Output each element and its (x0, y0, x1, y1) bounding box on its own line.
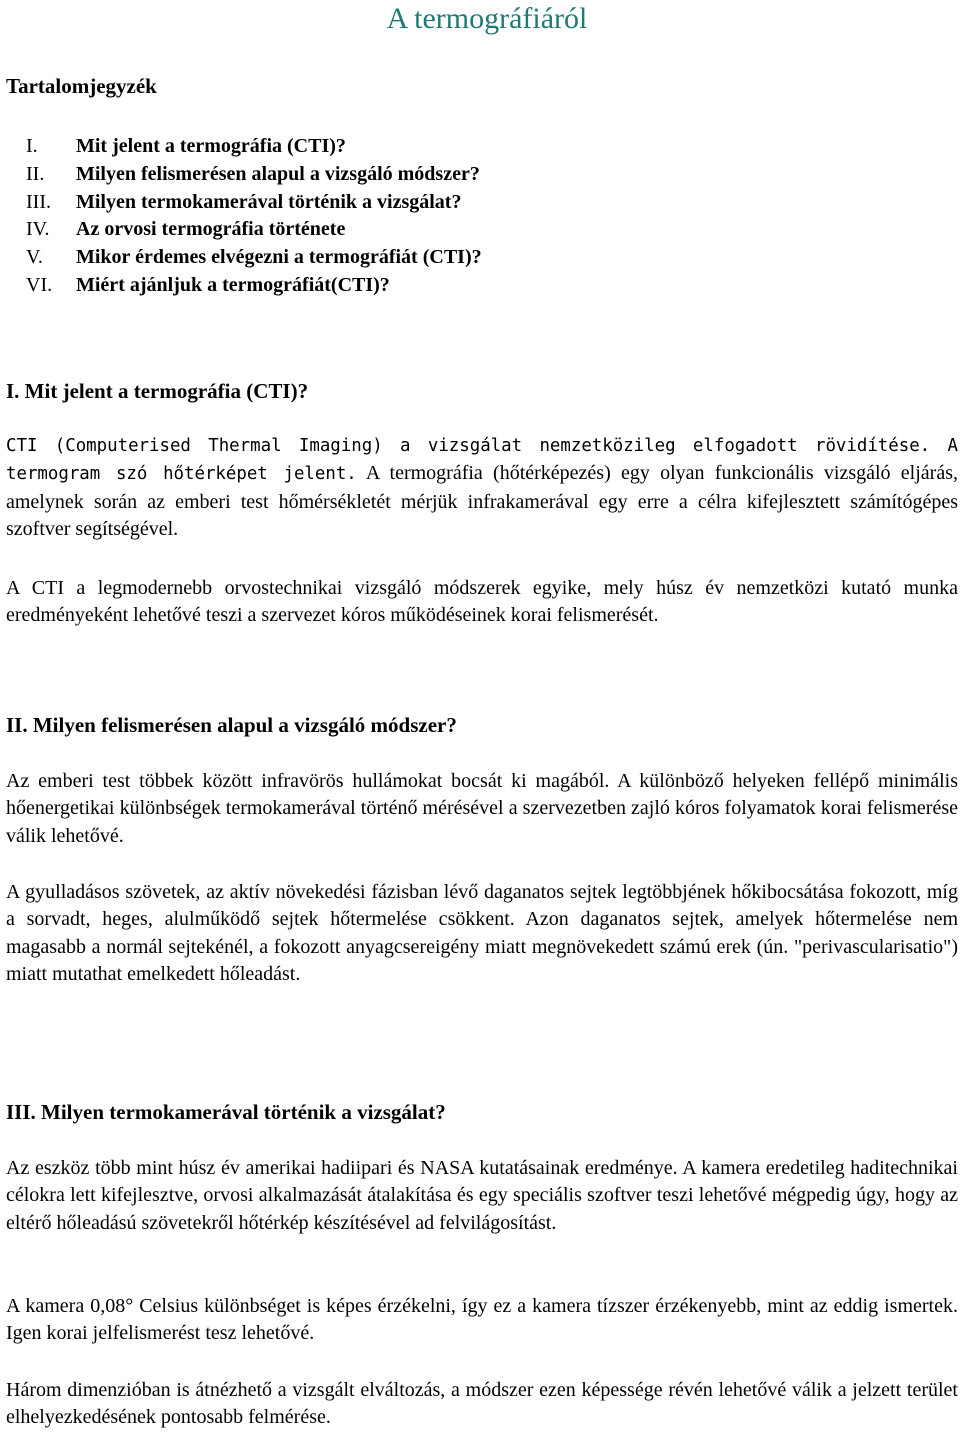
toc-item-number: I. (26, 135, 38, 157)
section-1-paragraph-1 (6, 432, 958, 544)
toc-item[interactable] (6, 189, 482, 217)
section-2-heading: II. Milyen felismerésen alapul a vizsgáló módszer? (6, 713, 457, 737)
toc-item-label: Miért ajánljuk a termográfiát(CTI)? (76, 273, 390, 296)
section-2-paragraph-1: Az emberi test többek között infravörös hullámokat bocsát ki magából. A különböző helyeken fellépő minimális hőenergetikai különbségek termokamerával történő mérésével a szervezetben zajló kóros folyamatok korai felismerése válik lehetővé. (6, 770, 958, 847)
toc-item-number: IV. (26, 218, 50, 241)
section-3-paragraph-2: A kamera 0,08° Celsius különbséget is képes érzékelni, így ez a kamera tízszer érzékenyebb, mint az eddig ismertek. Igen korai jelfelismerést tesz lehetővé. (6, 1295, 958, 1345)
toc-item-label: Milyen termokamerával történik a vizsgálat? (76, 190, 462, 213)
section-1-body-text: A termográfia (hőtérképezés) egy olyan funkcionális vizsgáló eljárás, amelynek során az emberi test hőmérsékletét mérjük infrakamerával egy erre a célra kifejlesztett számítógépes szoftver segítségével. (6, 462, 958, 541)
toc-item[interactable] (6, 272, 482, 300)
toc-item[interactable] (6, 216, 482, 244)
toc-item-label: Milyen felismerésen alapul a vizsgáló módszer? (76, 162, 480, 185)
table-of-contents (6, 133, 482, 300)
toc-item[interactable] (6, 244, 482, 272)
section-1-paragraph-2: A CTI a legmodernebb orvostechnikai vizsgáló módszerek egyike, mely húsz év nemzetközi kutató munka eredményeként lehetővé teszi a szervezet kóros működéseinek korai felismerését. (6, 577, 958, 627)
toc-heading: Tartalomjegyzék (6, 74, 157, 98)
section-2-paragraph-2: A gyulladásos szövetek, az aktív növekedési fázisban lévő daganatos sejtek legtöbbjének hőkibocsátása fokozott, míg a sorvadt, heges, alulműködő sejtek hőtermelése csökkent. Azon daganatos sejtek, amelyek hőtermelése nem magasabb a normál sejtekénél, a fokozott anyagcsereigény miatt megnövekedett számú erek (ún. "perivascularisatio") miatt mutathat emelkedett hőleadást. (6, 881, 958, 986)
section-1-mono-text: CTI (Computerised Thermal Imaging) a vizsgálat nemzetközileg elfogadott rövidítése. A termogram szó hőtérképet jelent. (6, 436, 958, 485)
toc-item-number: VI. (26, 273, 53, 296)
toc-item-label: Mikor érdemes elvégezni a termográfiát (CTI)? (76, 246, 482, 269)
toc-item-number: V. (26, 246, 43, 269)
toc-item-label: Mit jelent a termográfia (CTI)? (76, 135, 346, 157)
toc-item[interactable] (6, 133, 482, 161)
section-3-heading: III. Milyen termokamerával történik a vizsgálat? (6, 1100, 446, 1124)
document-title: A termográfiáról (386, 2, 588, 35)
section-3-paragraph-1: Az eszköz több mint húsz év amerikai hadiipari és NASA kutatásainak eredménye. A kamera eredetileg haditechnikai célokra lett kifejlesztve, orvosi alkalmazását átalakítása és egy speciális szoftver teszi lehetővé mégpedig úgy, hogy az eltérő hőleadású szövetekről hőtérkép készítésével ad felvilágosítást. (6, 1157, 958, 1234)
section-3-paragraph-3: Három dimenzióban is átnézhető a vizsgált elváltozás, a módszer ezen képessége révén lehetővé válik a jelzett terület elhelyezkedésének pontosabb felmérése. (6, 1379, 958, 1429)
toc-item-number: III. (26, 190, 51, 213)
toc-item-label: Az orvosi termográfia története (76, 218, 346, 241)
toc-item-number: II. (26, 162, 45, 185)
toc-item[interactable] (6, 161, 482, 189)
section-1-heading: I. Mit jelent a termográfia (CTI)? (6, 379, 309, 403)
